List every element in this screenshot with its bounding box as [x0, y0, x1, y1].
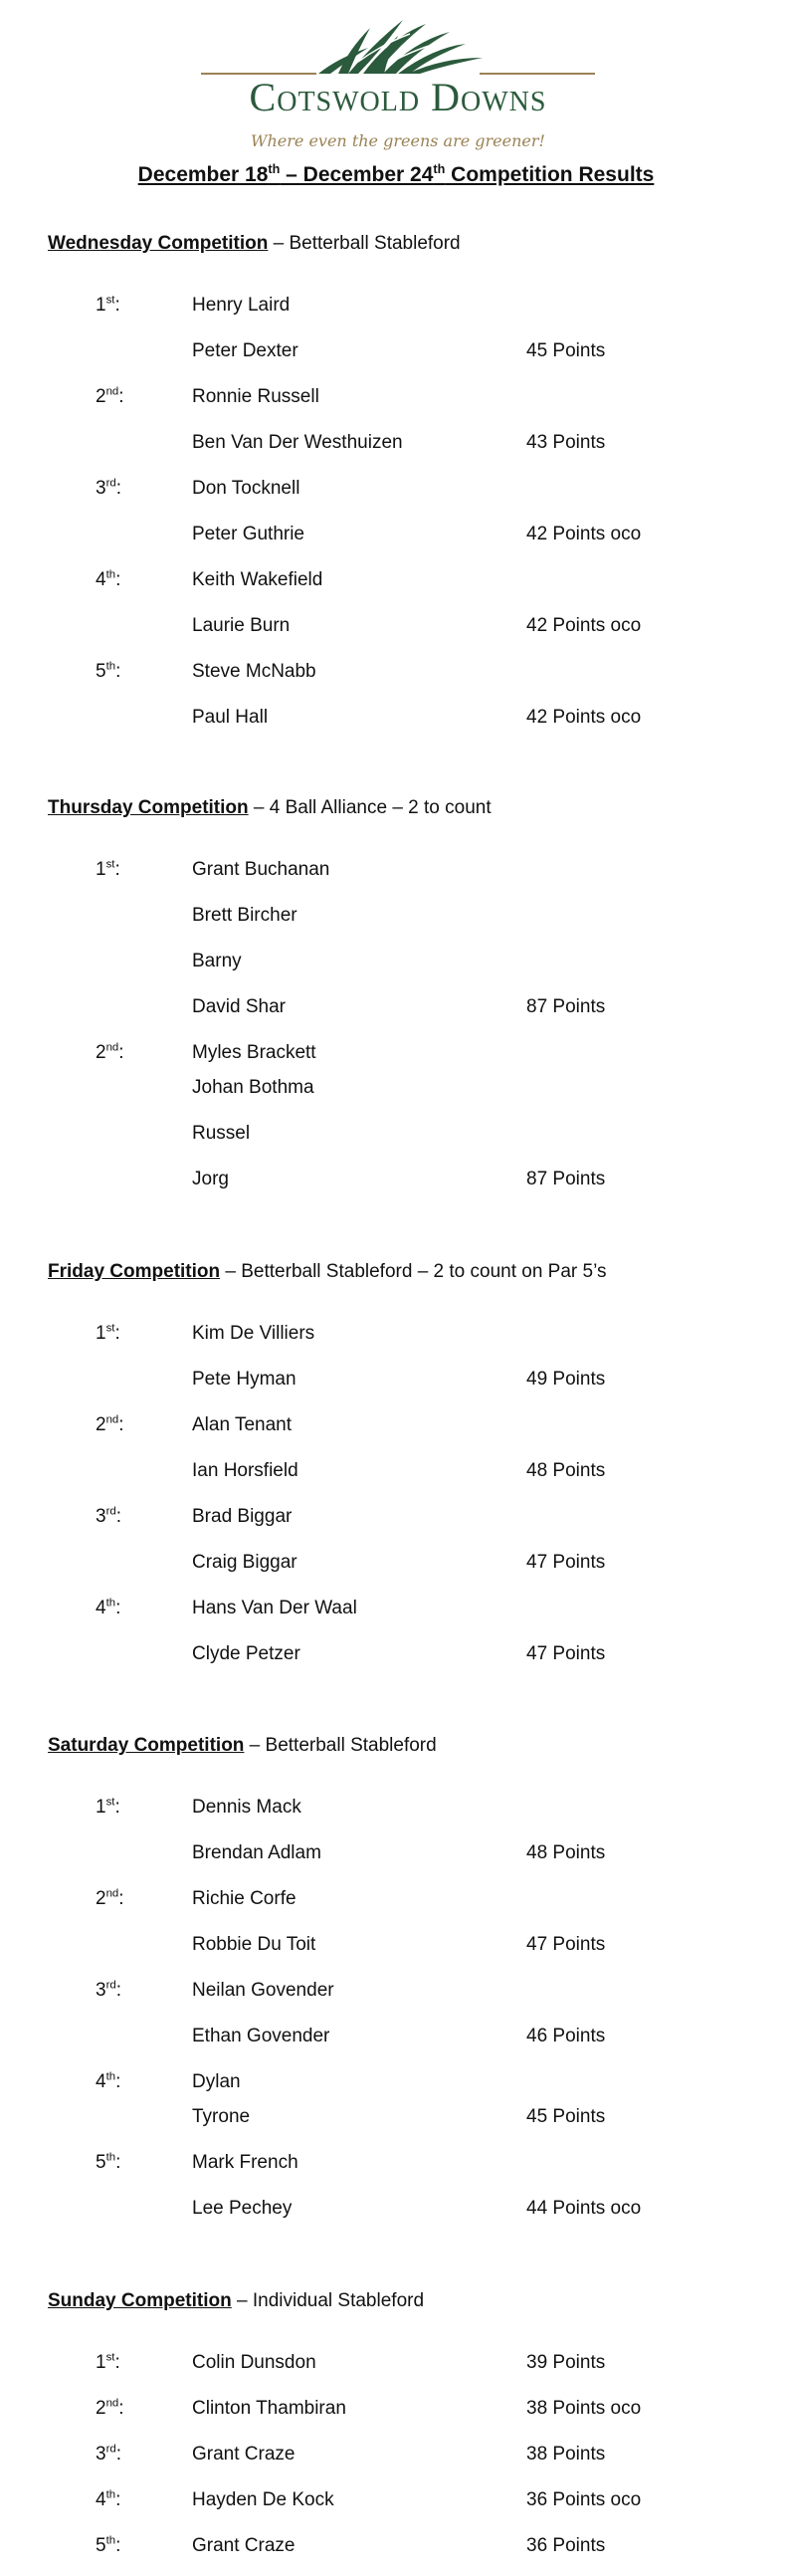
- placing-number: 5: [96, 661, 106, 682]
- result-row: [0, 1933, 792, 1959]
- player-name: Ben Van Der Westhuizen: [192, 432, 403, 453]
- result-row: [0, 904, 792, 930]
- placing-number: 2: [96, 2398, 106, 2419]
- points-score: 46 Points: [526, 2026, 606, 2046]
- points-score: 38 Points: [526, 2444, 606, 2465]
- points-score: 38 Points oco: [526, 2398, 642, 2419]
- competition-format: – Betterball Stableford – 2 to count on Par 5’s: [220, 1261, 607, 1282]
- placing: 1st:: [96, 1796, 120, 1818]
- placing: 2nd:: [96, 385, 124, 407]
- result-row: [0, 858, 792, 884]
- placing-suffix: rd: [105, 1505, 116, 1518]
- placing-suffix: st: [105, 294, 115, 307]
- result-row: [0, 2025, 792, 2050]
- result-row: [0, 2443, 792, 2469]
- result-row: [0, 1322, 792, 1348]
- section-title: [48, 796, 492, 820]
- player-name: Grant Craze: [192, 2444, 296, 2465]
- points-score: 49 Points: [526, 1369, 606, 1390]
- placing-number: 2: [96, 386, 106, 407]
- placing: 4th:: [96, 2488, 121, 2510]
- placing-suffix: th: [105, 1597, 116, 1610]
- placing-number: 4: [96, 2071, 106, 2092]
- player-name: Laurie Burn: [192, 615, 291, 636]
- result-row: [0, 995, 792, 1021]
- player-name: Barny: [192, 951, 242, 971]
- points-score: 47 Points: [526, 1643, 606, 1664]
- result-row: [0, 1642, 792, 1668]
- player-name: Dylan: [192, 2071, 241, 2092]
- club-logo: [199, 14, 597, 153]
- result-row: [0, 477, 792, 503]
- placing-suffix: st: [105, 1322, 115, 1335]
- placing-number: 3: [96, 1506, 106, 1527]
- placing-suffix: st: [105, 1796, 115, 1809]
- player-name: Steve McNabb: [192, 661, 316, 682]
- player-name: Clinton Thambiran: [192, 2398, 346, 2419]
- player-name: Craig Biggar: [192, 1552, 297, 1573]
- player-name: Brad Biggar: [192, 1506, 293, 1527]
- result-row: [0, 1122, 792, 1148]
- player-name: Robbie Du Toit: [192, 1934, 316, 1955]
- player-name: Richie Corfe: [192, 1888, 297, 1909]
- points-score: 42 Points oco: [526, 707, 642, 728]
- competition-day: Sunday Competition: [48, 2290, 232, 2311]
- player-name: Mark French: [192, 2152, 298, 2173]
- page-title: December 18th – December 24th Competition Results: [137, 162, 655, 186]
- player-name: Don Tocknell: [192, 478, 300, 499]
- player-name: Lee Pechey: [192, 2198, 293, 2219]
- player-name: Ian Horsfield: [192, 1460, 298, 1481]
- placing: 3rd:: [96, 477, 121, 499]
- placing-number: 4: [96, 2489, 106, 2510]
- placing-number: 5: [96, 2152, 106, 2173]
- placing: 3rd:: [96, 1505, 121, 1527]
- result-row: [0, 2351, 792, 2377]
- points-score: 44 Points oco: [526, 2198, 642, 2219]
- player-name: Keith Wakefield: [192, 569, 323, 590]
- result-row: [0, 1368, 792, 1394]
- player-name: Peter Dexter: [192, 340, 298, 361]
- result-row: [0, 1505, 792, 1531]
- points-score: 45 Points: [526, 340, 606, 361]
- points-score: 48 Points: [526, 1842, 606, 1863]
- placing: 3rd:: [96, 1979, 121, 2001]
- section-title: [48, 2289, 424, 2313]
- placing: 1st:: [96, 858, 120, 880]
- result-row: [0, 2534, 792, 2560]
- result-row: [0, 568, 792, 594]
- player-name: Jorg: [192, 1169, 229, 1189]
- placing-number: 1: [96, 1797, 106, 1818]
- player-name: Russel: [192, 1123, 251, 1144]
- points-score: 48 Points: [526, 1460, 606, 1481]
- result-row: [0, 2488, 792, 2514]
- placing-suffix: th: [105, 2070, 116, 2083]
- result-row: [0, 2397, 792, 2423]
- result-row: [0, 614, 792, 640]
- player-name: Clyde Petzer: [192, 1643, 300, 1664]
- placing: 2nd:: [96, 1413, 124, 1435]
- result-row: [0, 2070, 792, 2096]
- result-row: [0, 431, 792, 457]
- result-row: [0, 1597, 792, 1622]
- placing-suffix: nd: [105, 2397, 119, 2410]
- placing: 5th:: [96, 660, 121, 682]
- player-name: Pete Hyman: [192, 1369, 297, 1390]
- placing-number: 1: [96, 295, 106, 316]
- player-name: Tyrone: [192, 2106, 251, 2127]
- placing-suffix: st: [105, 858, 115, 871]
- placing-number: 3: [96, 478, 106, 499]
- placing: 1st:: [96, 2351, 120, 2373]
- result-row: [0, 706, 792, 732]
- logo-tagline: Where even the greens are greener!: [251, 131, 545, 150]
- player-name: Brett Bircher: [192, 905, 297, 926]
- placing-number: 5: [96, 2535, 106, 2556]
- player-name: Ethan Govender: [192, 2026, 330, 2046]
- result-row: [0, 2105, 792, 2131]
- result-row: [0, 950, 792, 975]
- placing: 4th:: [96, 2070, 121, 2092]
- player-name: Myles Brackett: [192, 1042, 316, 1063]
- player-name: Colin Dunsdon: [192, 2352, 316, 2373]
- placing-suffix: nd: [105, 1887, 119, 1900]
- result-row: [0, 294, 792, 320]
- points-score: 36 Points: [526, 2535, 606, 2556]
- player-name: Neilan Govender: [192, 1980, 334, 2001]
- placing-number: 1: [96, 1323, 106, 1344]
- result-row: [0, 385, 792, 411]
- points-score: 39 Points: [526, 2352, 606, 2373]
- result-row: [0, 1459, 792, 1485]
- competition-day: Wednesday Competition: [48, 233, 269, 254]
- placing: 5th:: [96, 2151, 121, 2173]
- result-row: [0, 1168, 792, 1193]
- result-row: [0, 523, 792, 548]
- placing-number: 1: [96, 2352, 106, 2373]
- points-score: 36 Points oco: [526, 2489, 642, 2510]
- competition-format: – Individual Stableford: [231, 2290, 425, 2311]
- player-name: Johan Bothma: [192, 1077, 314, 1098]
- player-name: Grant Craze: [192, 2535, 296, 2556]
- placing-suffix: nd: [105, 1041, 119, 1054]
- competition-day: Friday Competition: [48, 1261, 221, 1282]
- placing: 4th:: [96, 568, 121, 590]
- result-row: [0, 1551, 792, 1577]
- placing-number: 4: [96, 569, 106, 590]
- placing-suffix: th: [105, 2488, 116, 2501]
- placing-number: 2: [96, 1042, 106, 1063]
- placing-number: 4: [96, 1598, 106, 1618]
- result-row: [0, 2197, 792, 2223]
- points-score: 42 Points oco: [526, 524, 642, 544]
- placing-suffix: th: [105, 2534, 116, 2547]
- logo-club-name: Cotswold Downs: [249, 75, 547, 119]
- points-score: 87 Points: [526, 1169, 606, 1189]
- placing-number: 3: [96, 2444, 106, 2465]
- placing-number: 2: [96, 1888, 106, 1909]
- placing: 4th:: [96, 1597, 121, 1618]
- placing-suffix: th: [105, 660, 116, 673]
- competition-format: – 4 Ball Alliance – 2 to count: [248, 797, 492, 818]
- player-name: Alan Tenant: [192, 1414, 293, 1435]
- player-name: David Shar: [192, 996, 286, 1017]
- player-name: Henry Laird: [192, 295, 291, 316]
- points-score: 47 Points: [526, 1552, 606, 1573]
- result-row: [0, 1796, 792, 1822]
- placing: 1st:: [96, 1322, 120, 1344]
- points-score: 45 Points: [526, 2106, 606, 2127]
- player-name: Paul Hall: [192, 707, 269, 728]
- section-title: [48, 232, 461, 256]
- placing-suffix: rd: [105, 477, 116, 490]
- competition-format: – Betterball Stableford: [268, 233, 461, 254]
- section-title: [48, 1734, 437, 1758]
- result-row: [0, 660, 792, 686]
- player-name: Kim De Villiers: [192, 1323, 315, 1344]
- player-name: Ronnie Russell: [192, 386, 319, 407]
- placing: 3rd:: [96, 2443, 121, 2465]
- placing-number: 3: [96, 1980, 106, 2001]
- points-score: 87 Points: [526, 996, 606, 1017]
- result-row: [0, 1887, 792, 1913]
- section-title: [48, 1260, 606, 1284]
- placing: 2nd:: [96, 1041, 124, 1063]
- result-row: [0, 1979, 792, 2005]
- points-score: 43 Points: [526, 432, 606, 453]
- placing: 2nd:: [96, 1887, 124, 1909]
- placing-suffix: rd: [105, 1979, 116, 1992]
- competition-day: Thursday Competition: [48, 797, 249, 818]
- placing-suffix: th: [105, 2151, 116, 2164]
- placing-number: 2: [96, 1414, 106, 1435]
- placing: 2nd:: [96, 2397, 124, 2419]
- points-score: 47 Points: [526, 1934, 606, 1955]
- placing: 5th:: [96, 2534, 121, 2556]
- result-row: [0, 1076, 792, 1102]
- player-name: Peter Guthrie: [192, 524, 304, 544]
- result-row: [0, 1041, 792, 1067]
- placing-suffix: nd: [105, 385, 119, 398]
- placing-suffix: nd: [105, 1413, 119, 1426]
- result-row: [0, 2151, 792, 2177]
- placing-suffix: rd: [105, 2443, 116, 2456]
- result-row: [0, 339, 792, 365]
- player-name: Brendan Adlam: [192, 1842, 321, 1863]
- competition-day: Saturday Competition: [48, 1735, 245, 1756]
- placing-suffix: th: [105, 568, 116, 581]
- placing-suffix: st: [105, 2351, 115, 2364]
- result-row: [0, 1413, 792, 1439]
- placing-number: 1: [96, 859, 106, 880]
- points-score: 42 Points oco: [526, 615, 642, 636]
- competition-format: – Betterball Stableford: [244, 1735, 437, 1756]
- result-row: [0, 1841, 792, 1867]
- player-name: Hayden De Kock: [192, 2489, 334, 2510]
- grass-leaves-icon: [199, 14, 597, 84]
- placing: 1st:: [96, 294, 120, 316]
- player-name: Grant Buchanan: [192, 859, 330, 880]
- player-name: Hans Van Der Waal: [192, 1598, 357, 1618]
- player-name: Dennis Mack: [192, 1797, 301, 1818]
